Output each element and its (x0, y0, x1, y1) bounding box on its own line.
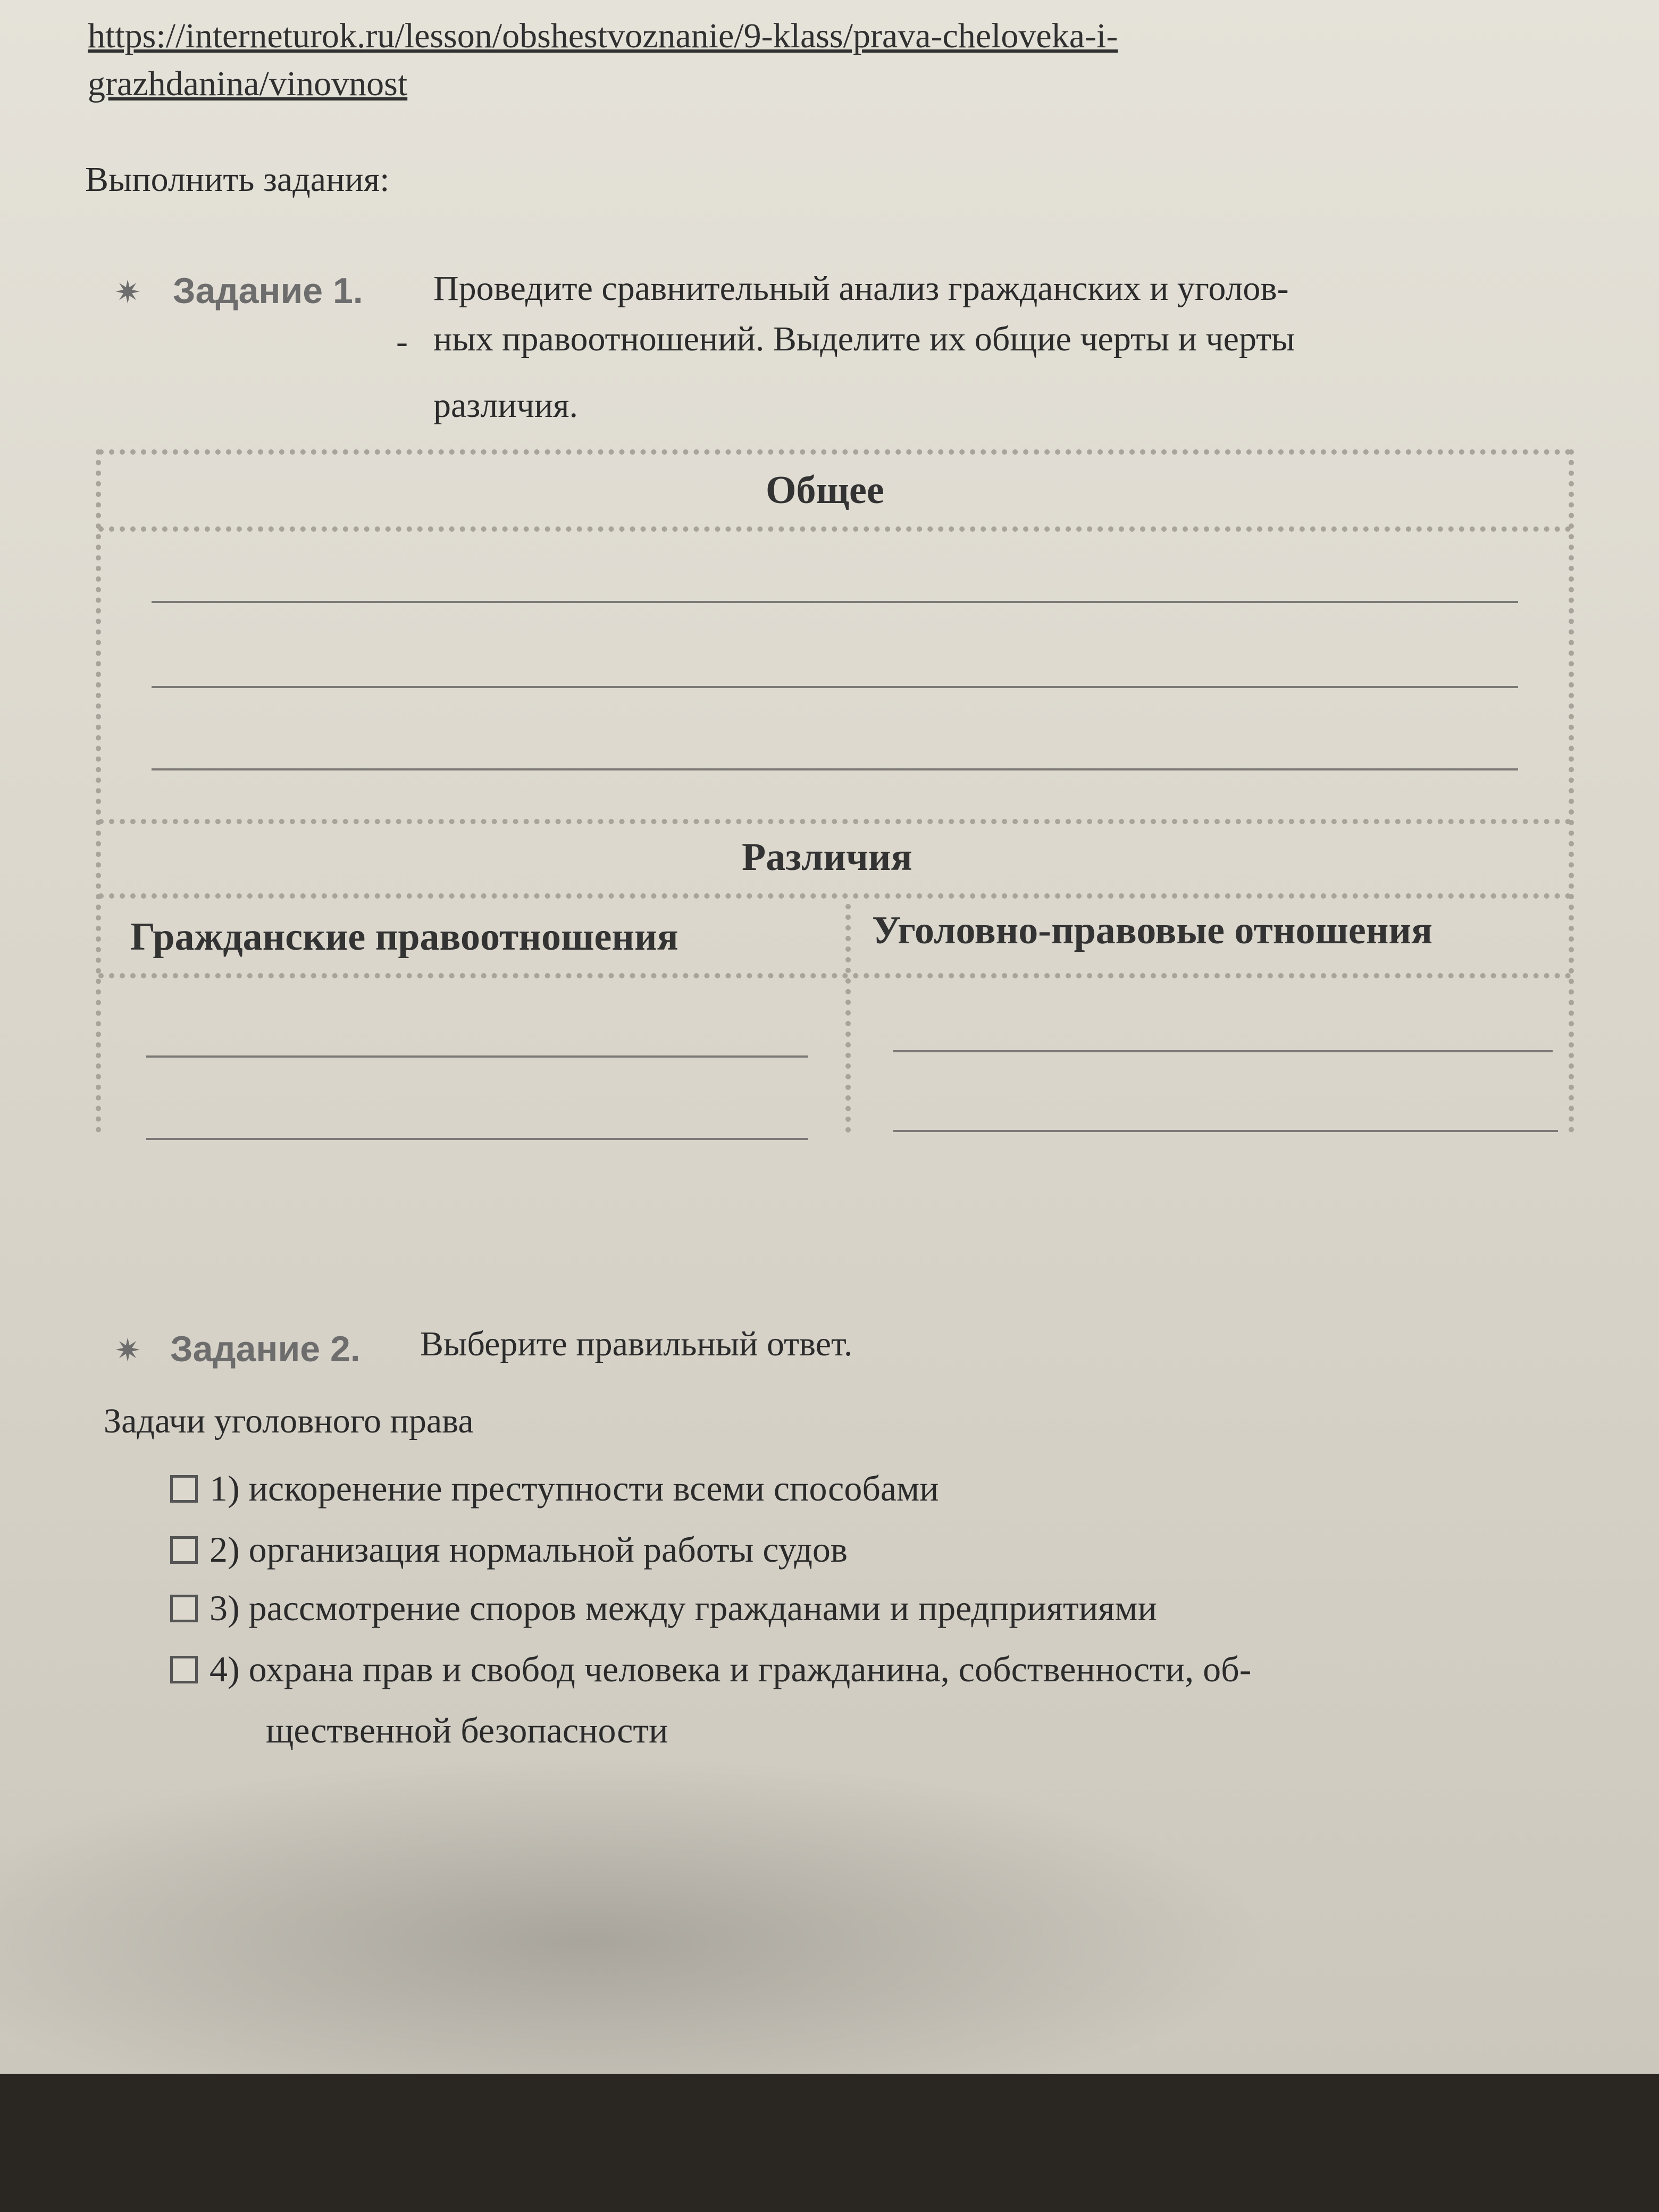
answer-option-1[interactable] (170, 1468, 939, 1510)
criminal-answer-line-1[interactable] (893, 1050, 1553, 1052)
checkbox-icon[interactable] (170, 1656, 198, 1683)
common-answer-line-2[interactable] (152, 686, 1518, 688)
column-header-divider (98, 973, 1571, 978)
task2-label: Задание 2. (170, 1329, 361, 1369)
task1-bullet-icon: ✷ (114, 275, 141, 310)
answer-option-3[interactable] (170, 1587, 1157, 1629)
civil-answer-line-1[interactable] (146, 1055, 808, 1058)
task2-bullet-icon: ✷ (114, 1333, 141, 1368)
answer-option-4-label: 4) охрана прав и свобод человека и гражданина, собственности, об- (210, 1649, 1252, 1689)
checkbox-icon[interactable] (170, 1475, 198, 1503)
criminal-column-header: Уголовно-правовые отношения (872, 909, 1433, 952)
source-link[interactable]: https://interneturok.ru/lesson/obshestvoznanie/9-klass/prava-cheloveka-i- (88, 16, 1118, 55)
differences-header: Различия (742, 835, 912, 879)
answer-option-1-label: 1) искоренение преступности всеми способами (210, 1468, 939, 1509)
answer-option-2-label: 2) организация нормальной работы судов (210, 1529, 848, 1570)
common-header: Общее (766, 468, 884, 512)
source-link-continued[interactable]: grazhdanina/vinovnost (88, 64, 408, 103)
table-right-border (1569, 449, 1574, 1133)
task2-question: Задачи уголовного права (104, 1402, 474, 1440)
answer-option-4[interactable] (170, 1648, 1251, 1690)
instruction-heading: Выполнить задания: (85, 160, 390, 199)
common-header-divider (98, 526, 1571, 532)
task1-hyphen: - (396, 322, 408, 361)
page-shadow (0, 1755, 1276, 2074)
column-divider (845, 904, 851, 1133)
differences-divider (98, 819, 1571, 824)
answer-option-2[interactable] (170, 1529, 848, 1571)
criminal-answer-line-2[interactable] (893, 1130, 1558, 1132)
table-top-border (98, 449, 1571, 455)
civil-answer-line-2[interactable] (146, 1138, 808, 1140)
task1-text-line3: различия. (433, 386, 578, 425)
checkbox-icon[interactable] (170, 1536, 198, 1564)
task1-text-line2: ных правоотношений. Выделите их общие черты и черты (433, 320, 1295, 358)
table-left-border (96, 449, 101, 1133)
task1-text-line1: Проведите сравнительный анализ гражданских и уголов- (433, 269, 1289, 308)
task2-prompt: Выберите правильный ответ. (420, 1325, 853, 1363)
answer-option-3-label: 3) рассмотрение споров между гражданами и предприятиями (210, 1588, 1157, 1628)
common-answer-line-3[interactable] (152, 768, 1518, 770)
differences-header-divider (98, 893, 1571, 899)
civil-column-header: Гражданские правоотношения (130, 915, 678, 959)
common-answer-line-1[interactable] (152, 601, 1518, 603)
checkbox-icon[interactable] (170, 1595, 198, 1622)
answer-option-4-continued: щественной безопасности (266, 1710, 668, 1750)
task1-label: Задание 1. (173, 271, 363, 311)
